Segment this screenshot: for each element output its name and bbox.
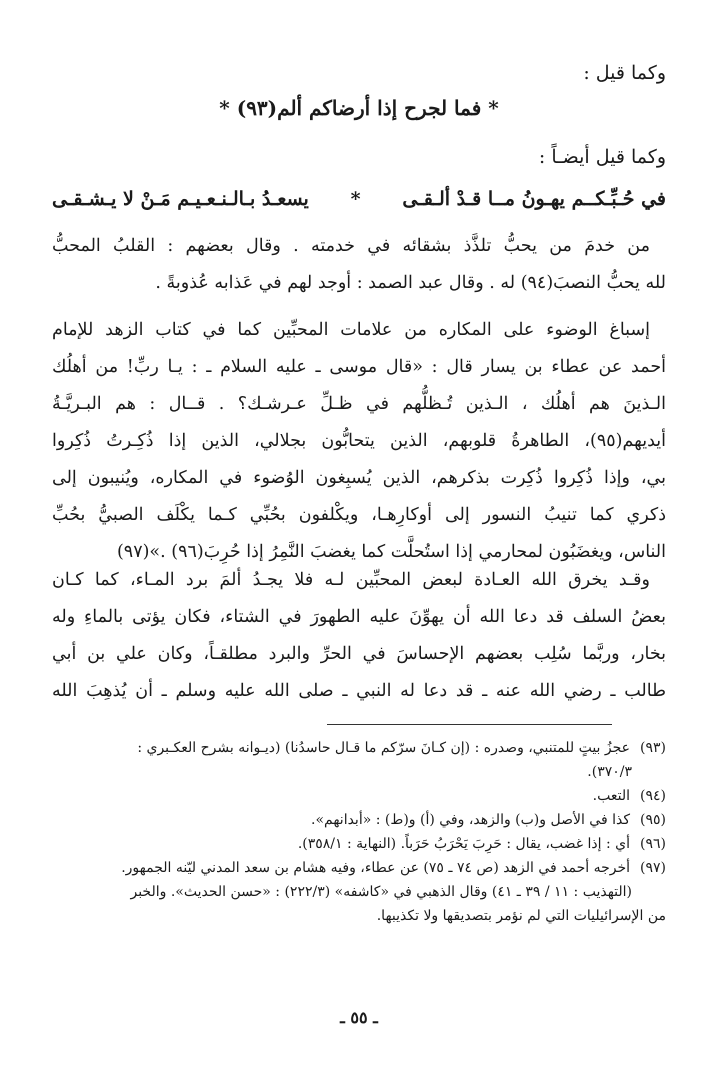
paragraph-line: بي، وإذا ذُكِروا ذُكِرت بذكرهم، الذين يُسبِغون الوُضوء في المكاره، ويُنيبون إلى	[52, 468, 666, 488]
footnote-text: عجزُ بيتٍ للمتنبي، وصدره : (إن كـانَ سرّكم ما قـال حاسدُنا) (ديـوانه بشرح العكـبري :	[137, 740, 631, 756]
intro-line-2: وكما قيل أيضـاً :	[538, 146, 666, 168]
paragraph-line: بخار، وربَّما سُلِب بعضهم الإحساسَ في الحرِّ والبرد مطلقـاً، وكان علي بن أبي	[52, 644, 666, 664]
paragraph-line: بعضُ السلف قد دعا الله أن يهوِّنَ عليه الطهورَ في الشتاء، فكان يؤتى بالماءِ وله	[52, 607, 666, 627]
paragraph-line: من خدمَ من يحبُّ تلذَّذ بشقائه في خدمته . وقال بعضهم : القلبُ المحبُّ	[52, 236, 650, 256]
paragraph-line: الـذينَ هم أهلُك ، الـذين تُـظلُّهم في ظـلِّ عـرشـك؟ . قــال : هم البـريَّـةُ	[52, 394, 666, 414]
footnote-number: (٩٤)	[640, 788, 666, 804]
footnote-number: (٩٧)	[640, 860, 666, 876]
paragraph-2	[52, 312, 666, 571]
footnote-95	[52, 808, 666, 832]
footnote-97	[52, 856, 666, 928]
paragraph-1	[52, 228, 666, 302]
footnote-continuation: (التهذيب : ١١ / ٣٩ ـ ٤١) وقال الذهبي في «كاشفه» (٢٢٢/٣) : «حسن الحديث». والخبر	[130, 884, 632, 900]
footnote-text: التعب.	[592, 788, 631, 804]
intro-line-1: وكما قيل :	[583, 62, 666, 84]
footnote-93	[52, 736, 666, 784]
paragraph-line: أحمد عن عطاء بن يسار قال : «قال موسى ـ عليه السلام ـ : يـا ربِّ! من أهلُك	[52, 357, 666, 377]
paragraph-line: الناس، ويغضَبُون لمحارمي إذا استُحلَّت كما يغضبَ النَّمِرُ إذا حُرِبَ(٩٦) .»(٩٧)	[116, 542, 666, 562]
footnote-number: (٩٣)	[640, 740, 666, 756]
paragraph-line: أيديهم(٩٥)، الطاهرةُ قلوبهم، الذين يتحابُّون بجلالي، الذين إذا ذُكِـرتُ ذُكِروا	[52, 431, 666, 451]
footnote-continuation: من الإسرائيليات التي لم نؤمر بتصديقها ولا تكذيبها.	[376, 908, 666, 924]
paragraph-line: إسباغ الوضوء على المكاره من علامات المحبِّين كما في كتاب الزهد للإمام	[52, 320, 650, 340]
poem-second-hemistich: يسعـدُ بـالـنـعـيـم مَـنْ لا يـشـقـى	[52, 188, 309, 210]
footnote-96	[52, 832, 666, 856]
footnote-94	[52, 784, 666, 808]
paragraph-line: طالب ـ رضي الله عنه ـ قد دعا له النبي ـ صلى الله عليه وسلم ـ أن يُذهِبَ الله	[52, 681, 666, 701]
footnote-number: (٩٥)	[640, 812, 666, 828]
page-number: ـ ٥٥ ـ	[340, 1008, 378, 1027]
paragraph-line: وقـد يخرق الله العـادة لبعض المحبِّين لـه فلا يجـدُ ألمَ برد المـاء، كما كـان	[52, 570, 650, 590]
verse-half-line: * فما لجرح إذا أرضاكم ألم(٩٣) *	[219, 96, 499, 120]
footnote-text: أخرجه أحمد في الزهد (ص ٧٤ ـ ٧٥) عن عطاء، وفيه هشام بن سعد المدني ليّنه الجمهور.	[121, 860, 631, 876]
footnote-text: كذا في الأصل و(ب) والزهد، وفي (أ) و(ط) : «أبدانهم».	[311, 812, 631, 828]
footnote-number: (٩٦)	[640, 836, 666, 852]
paragraph-line: ذكري كما تنيبُ النسور إلى أوكارِهـا، ويكْلفون بحُبِّي كـما يكْلَف الصبيُّ بحُبِّ	[52, 505, 666, 525]
paragraph-line: لله يحبُّ النصبَ(٩٤) له . وقال عبد الصمد : أوجد لهم في عَذابه عُذوبةً .	[155, 273, 666, 293]
poem-separator-star: *	[350, 188, 361, 210]
footnote-separator	[327, 724, 612, 725]
paragraph-3	[52, 562, 666, 710]
footnote-text: أي : إذا غضب، يقال : حَرِبَ يَحْرَبُ حَرَباً. (النهاية : ٣٥٨/١).	[297, 836, 631, 852]
poem-verse	[52, 188, 666, 210]
footnote-continuation: ٣٧٠/٣).	[587, 764, 632, 780]
poem-first-hemistich: في حُـبِّـكــم يهـونُ مــا قـدْ ألـقـى	[402, 188, 666, 210]
